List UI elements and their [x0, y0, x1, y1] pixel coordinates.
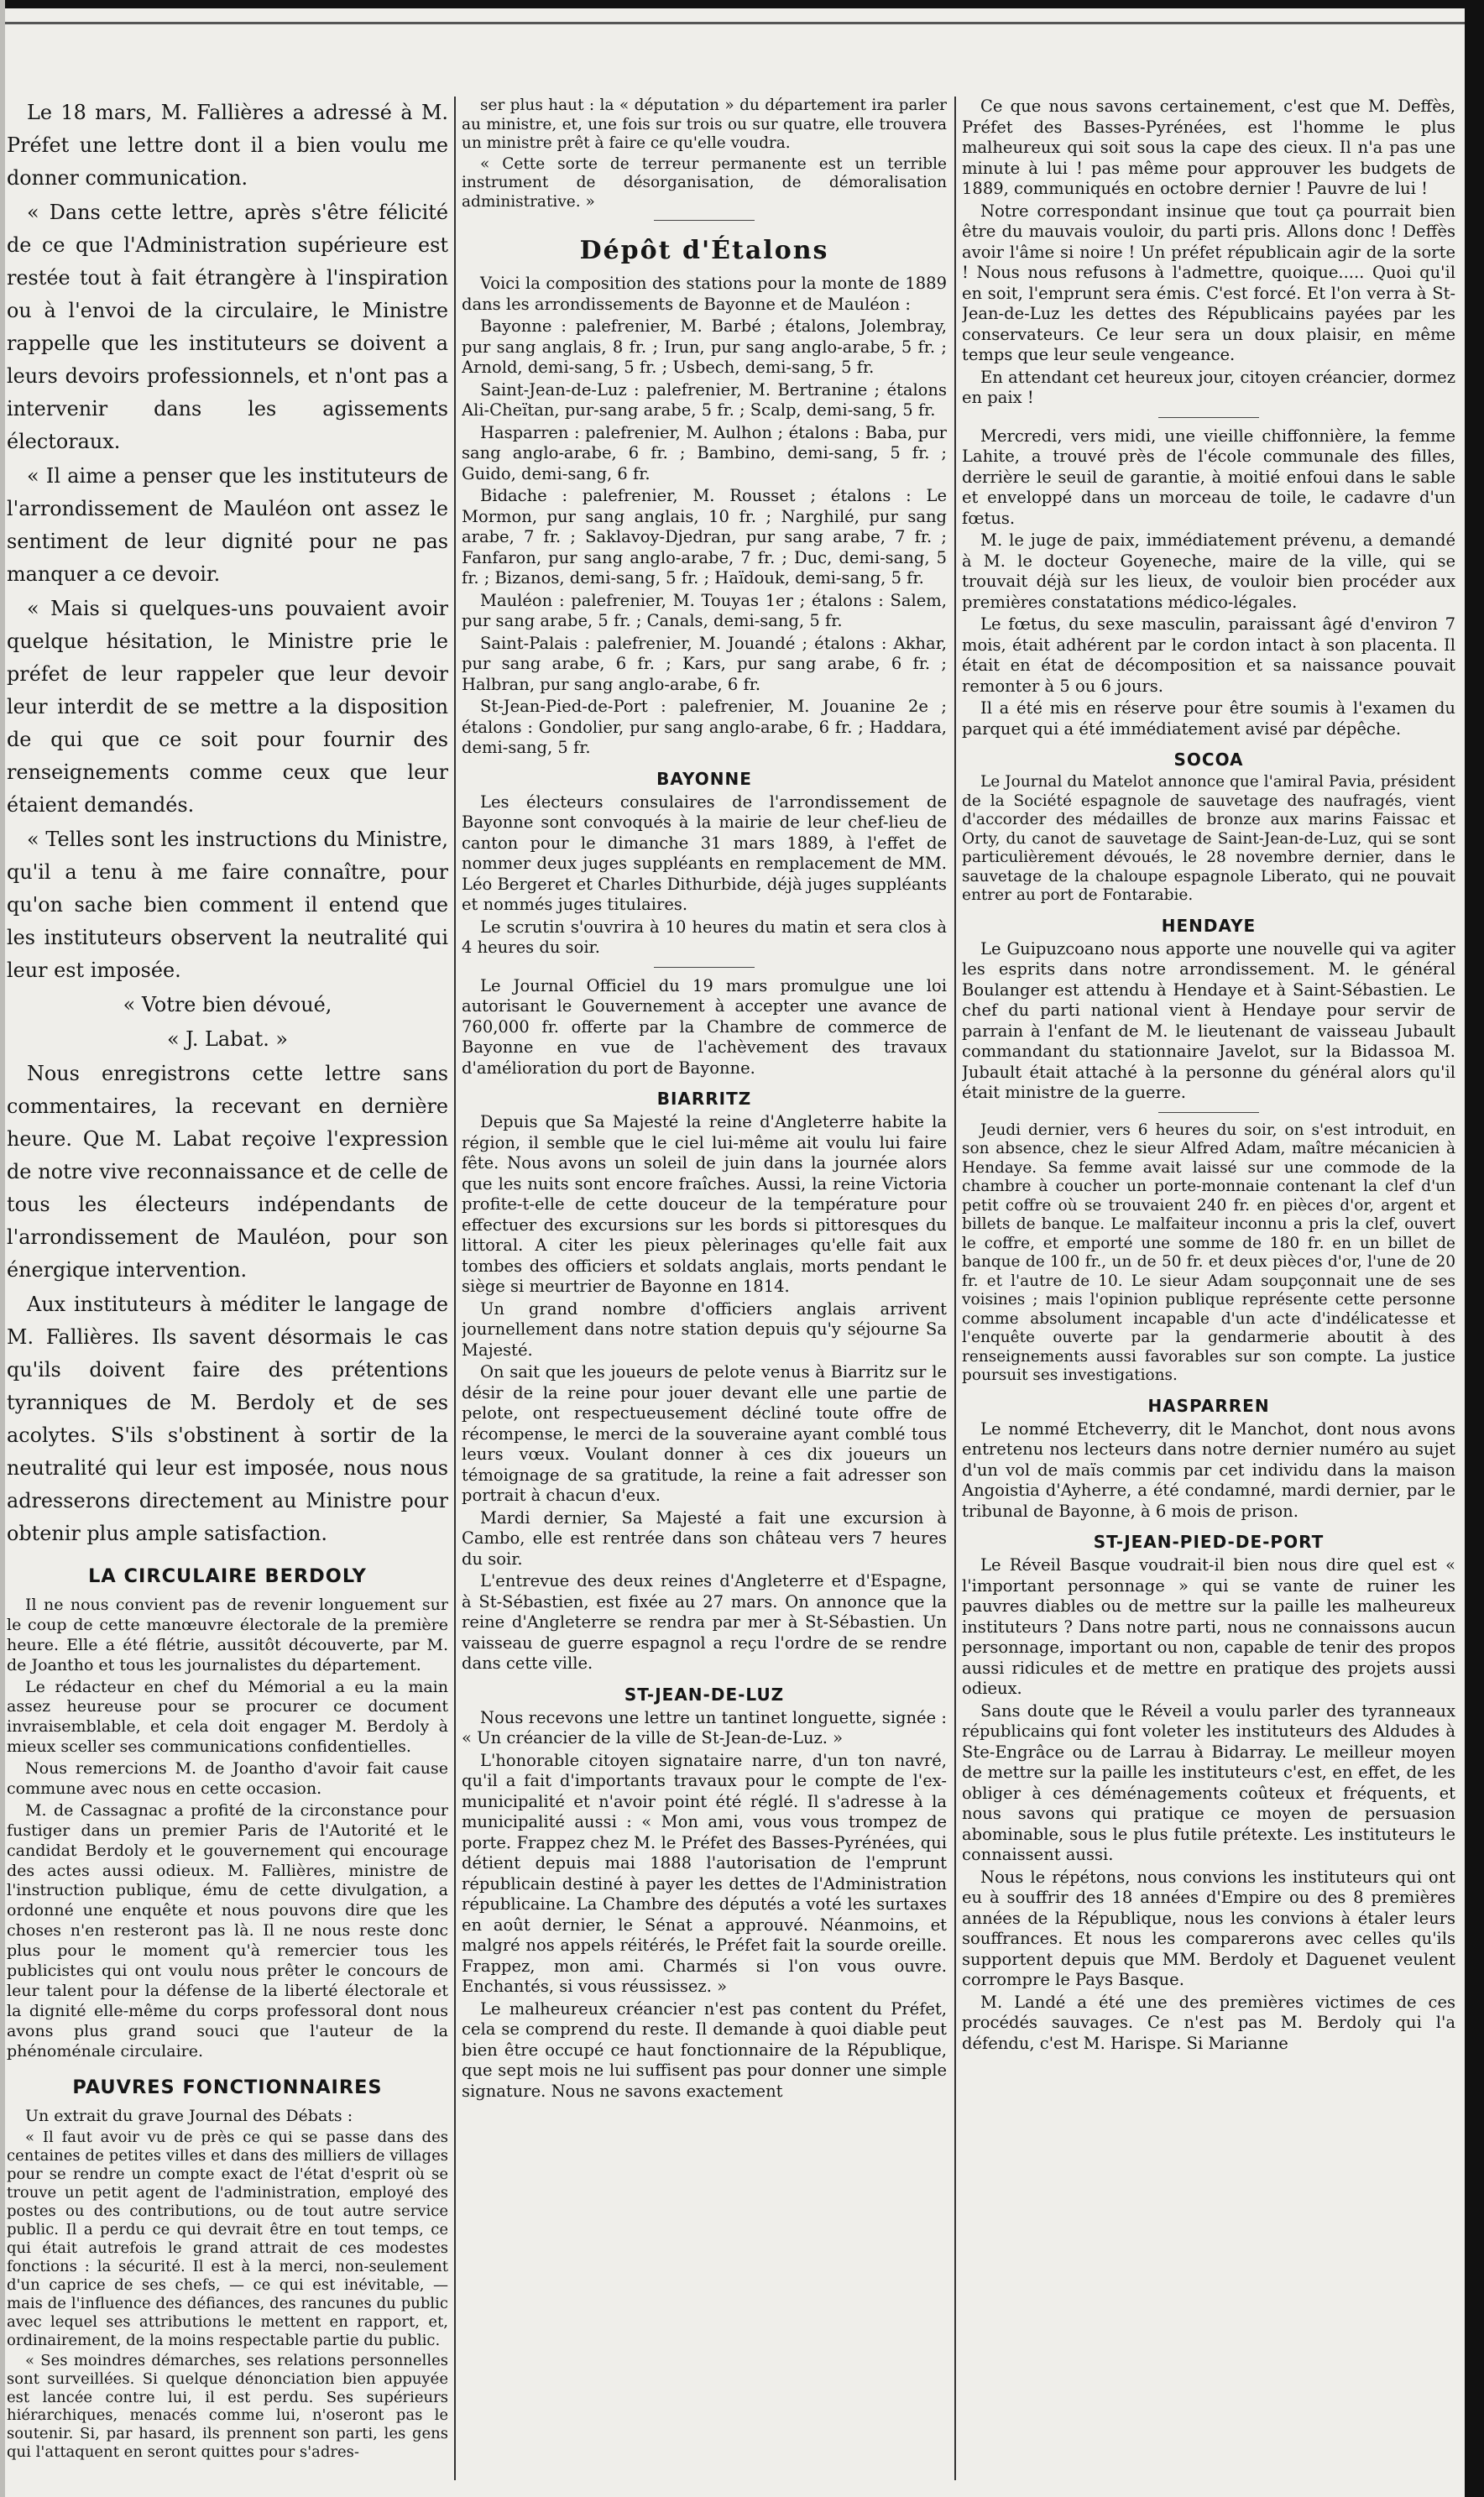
article-paragraph: St-Jean-Pied-de-Port : palefrenier, M. Jouanine 2e ; étalons : Gondolier, pur sang anglo-arabe, 6 fr. ; Haddara, demi-sang, 5 fr.	[462, 697, 947, 757]
column-rule-1	[454, 97, 456, 2480]
article-paragraph: Nous recevons une lettre un tantinet longuette, signée : « Un créancier de la ville de St-Jean-de-Luz. »	[462, 1707, 947, 1747]
scan-top-border	[0, 0, 1484, 8]
article-paragraph: M. le juge de paix, immédiatement prévenu, a demandé à M. le docteur Goyeneche, maire de la ville, qui se trouvait déjà sur les lieux, de vouloir bien procéder aux premières constatations médico-légales.	[962, 530, 1455, 612]
section-heading: BAYONNE	[656, 768, 752, 789]
article-paragraph: Il ne nous convient pas de revenir longuement sur le coup de cette manœuvre électorale de la première heure. Elle a été flétrie, aussitôt découverte, par M. de Joantho et tous les journalistes du département.	[7, 1596, 448, 1674]
article-paragraph: Bidache : palefrenier, M. Rousset ; étalons : Le Mormon, pur sang anglais, 10 fr. ; Narghilé, pur sang arabe, 7 fr. ; Saklavoy-Djedran, pur sang arabe, 7 fr. ; Fanfaron, pur sang anglo-arabe, 7 fr. ; Duc, demi-sang, 5 fr. ; Bizanos, demi-sang, 5 fr. ; Haïdouk, demi-sang, 5 fr.	[462, 486, 947, 588]
section-heading: HASPARREN	[1147, 1395, 1270, 1416]
section-heading: SOCOA	[1173, 750, 1244, 770]
article-paragraph: « Mais si quelques-uns pouvaient avoir quelque hésitation, le Ministre prie le préfet de leur rappeler que leur devoir leur interdit de se mettre a la disposition de qui que ce soit pour fournir des renseignements comme ceux que leur étaient demandés.	[7, 597, 448, 817]
article-paragraph: ser plus haut : la « députation » du département ira parler au ministre, et, une fois sur trois ou sur quatre, elle trouvera un ministre prêt à faire ce qu'elle voudra.	[462, 97, 947, 152]
article-paragraph: Saint-Jean-de-Luz : palefrenier, M. Bertranine ; étalons Ali-Cheïtan, pur-sang arabe, 5 fr. ; Scalp, demi-sang, 5 fr.	[462, 379, 947, 420]
article-paragraph: Le rédacteur en chef du Mémorial a eu la main assez heureuse pour se procurer ce document invraisemblable, et cela doit engager M. Berdoly à mieux sceller ses communications confidentielles.	[7, 1677, 448, 1757]
article-paragraph: « Telles sont les instructions du Ministre, qu'il a tenu à me faire connaître, pour qu'on sache bien comment il entend que les instituteurs observent la neutralité qui leur est imposée.	[7, 828, 448, 982]
article-paragraph: « Il aime a penser que les instituteurs de l'arrondissement de Mauléon ont assez le sentiment de leur dignité pour ne pas manquer a ce devoir.	[7, 464, 448, 586]
section-heading: PAUVRES FONCTIONNAIRES	[72, 2076, 383, 2099]
article-paragraph: Saint-Palais : palefrenier, M. Jouandé ; étalons : Akhar, pur sang arabe, 6 fr. ; Kars, pur sang arabe, 6 fr. ; Halbran, pur sang anglo-arabe, 6 fr.	[462, 633, 947, 694]
section-heading: LA CIRCULAIRE BERDOLY	[88, 1565, 367, 1587]
article-paragraph: Le scrutin s'ouvrira à 10 heures du matin et sera clos à 4 heures du soir.	[462, 917, 947, 957]
article-paragraph: Un grand nombre d'officiers anglais arrivent journellement dans notre station depuis qu'y séjourne Sa Majesté.	[462, 1298, 947, 1360]
column-rule-2	[954, 97, 956, 2480]
scan-left-edge	[0, 0, 5, 2497]
article-paragraph: Voici la composition des stations pour la monte de 1889 dans les arrondissements de Bayonne et de Mauléon :	[462, 274, 947, 314]
section-heading: ST-JEAN-DE-LUZ	[624, 1684, 785, 1705]
section-heading: Dépôt d'Étalons	[579, 236, 829, 265]
article-paragraph: Jeudi dernier, vers 6 heures du soir, on s'est introduit, en son absence, chez le sieur Alfred Adam, maître mécanicien à Hendaye. Sa femme avait laissé sur une commode de la chambre à coucher un porte-monnaie contenant la clef d'un petit coffre où se trouvaient 240 fr. en pièces d'or, argent et billets de banque. Le malfaiteur inconnu a pris la clef, ouvert le coffre, et emporté une somme de 180 fr. en un billet de banque de 100 fr., un de 50 fr. et deux pièces d'or, l'une de 20 fr. et l'autre de 10. Le sieur Adam soupçonnait une de ses voisines ; mais l'opinion publique représente cette personne comme absolument incapable d'un acte d'indélicatesse et l'enquête ouverte par la gendarmerie aboutit à des renseignements aussi favorables sur son compte. La justice poursuit ses investigations.	[962, 1121, 1455, 1384]
signature-line: « Votre bien dévoué,	[123, 993, 332, 1016]
section-heading: ST-JEAN-PIED-DE-PORT	[1093, 1532, 1325, 1552]
separator-rule	[654, 220, 755, 221]
section-heading: HENDAYE	[1161, 915, 1257, 936]
header-rule	[0, 22, 1484, 24]
article-paragraph: « Ses moindres démarches, ses relations personnelles sont surveillées. Si quelque dénonciation bien appuyée est lancée contre lui, il est perdu. Ses supérieurs hiérarchiques, menacés comme lui, n'oseront pas le soutenir. Si, par hasard, ils prennent son parti, les gens qui l'attaquent en seront quittes pour s'adres-	[7, 2351, 448, 2462]
separator-rule	[1158, 1112, 1259, 1113]
section-heading: BIARRITZ	[656, 1089, 752, 1109]
signature-line: « J. Labat. »	[166, 1027, 289, 1051]
article-paragraph: Le malheureux créancier n'est pas content du Préfet, cela se comprend du reste. Il demande à quoi diable peut bien être occupé ce haut fonctionnaire de la République, que sept mois ne lui suffisent pas pour donner une simple signature. Nous ne savons exactement	[462, 1998, 947, 2101]
separator-rule	[654, 967, 755, 968]
article-paragraph: M. Landé a été une des premières victimes de ces procédés sauvages. Ce n'est pas M. Berdoly qui l'a défendu, c'est M. Harispe. Si Marianne	[962, 1992, 1455, 2053]
article-paragraph: Bayonne : palefrenier, M. Barbé ; étalons, Jolembray, pur sang anglais, 8 fr. ; Irun, pur sang anglo-arabe, 5 fr. ; Arnold, demi-sang, 5 fr. ; Usbech, demi-sang, 5 fr.	[462, 316, 947, 377]
article-paragraph: « Cette sorte de terreur permanente est un terrible instrument de désorganisation, de démoralisation administrative. »	[462, 154, 947, 211]
article-paragraph: Nous le répétons, nous convions les instituteurs qui ont eu à souffrir des 18 années d'Empire ou des 8 premières années de la République, nous les convions à étaler leurs souffrances. Et nous les comparerons avec celles qu'ils supportent depuis que MM. Berdoly et Daguenet veulent corrompre le Pays Basque.	[962, 1867, 1455, 1989]
article-paragraph: Le Réveil Basque voudrait-il bien nous dire quel est « l'important personnage » qui se vante de ruiner les pauvres diables ou de mettre sur la paille les malheureux instituteurs ? Dans notre parti, nous ne connaissons aucun personnage, important ou non, capable de tenir des propos aussi ridicules et de mettre en pratique des projets aussi odieux.	[962, 1555, 1455, 1698]
article-paragraph: Le 18 mars, M. Fallières a adressé à M. Préfet une lettre dont il a bien voulu me donner communication.	[7, 101, 448, 190]
article-paragraph: Le Journal du Matelot annonce que l'amiral Pavia, président de la Société espagnole de sauvetage des naufragés, vient d'accorder des médailles de bronze aux marins Faissac et Orty, du canot de sauvetage de Saint-Jean-de-Luz, qui se sont particulièrement dévoués, le 28 novembre dernier, dans le sauvetage de la chaloupe espagnole Liberato, qui ne pouvait entrer au port de Fontarabie.	[962, 773, 1455, 904]
article-paragraph: Mercredi, vers midi, une vieille chiffonnière, la femme Lahite, a trouvé près de l'école communale des filles, derrière le seuil de garantie, à moitié enfoui dans le sable et enveloppé dans un morceau de toile, le cadavre d'un fœtus.	[962, 426, 1455, 528]
article-paragraph: On sait que les joueurs de pelote venus à Biarritz sur le désir de la reine pour jouer devant elle une partie de pelote, ont respectueusement décliné toute offre de récompense, le merci de la souveraine ayant comblé tous leurs vœux. Voulant donner à ces dix joueurs un témoignage de sa gratitude, la reine a fait adresser son portrait à chacun d'eux.	[462, 1362, 947, 1505]
article-paragraph: « Dans cette lettre, après s'être félicité de ce que l'Administration supérieure est restée tout à fait étrangère à l'inspiration ou à l'envoi de la circulaire, le Ministre rappelle que les instituteurs se doivent a leurs devoirs professionnels, et n'ont pas a intervenir dans les agissements électoraux.	[7, 201, 448, 453]
column-1	[7, 97, 448, 2480]
scan-right-border	[1465, 0, 1484, 2497]
article-paragraph: Nous enregistrons cette lettre sans commentaires, la recevant en dernière heure. Que M. Labat reçoive l'expression de notre vive reconnaissance et de celle de tous les électeurs indépendants de l'arrondissement de Mauléon, pour son énergique intervention.	[7, 1062, 448, 1282]
article-paragraph: En attendant cet heureux jour, citoyen créancier, dormez en paix !	[962, 367, 1455, 407]
column-2	[462, 97, 947, 2480]
article-paragraph: Nous remercions M. de Joantho d'avoir fait cause commune avec nous en cette occasion.	[7, 1759, 448, 1799]
article-paragraph: « Il faut avoir vu de près ce qui se passe dans des centaines de petites villes et dans des milliers de villages pour se rendre un compte exact de l'état d'esprit où se trouve un petit agent de l'administration, employé des postes ou des contributions, ou de tout autre service public. Il a perdu ce qui devrait être en tout temps, ce qui était autrefois le grand attrait de ces modestes fonctions : la sécurité. Il est à la merci, non-seulement d'un caprice de ses chefs, — ce qui est inévitable, — mais de l'influence des défiances, des rancunes du public avec lequel ses attributions le mettent en rapport, et, ordinairement, de la moins respectable partie du public.	[7, 2129, 448, 2349]
article-paragraph: Un extrait du grave Journal des Débats :	[25, 2107, 353, 2126]
article-paragraph: Le Guipuzcoano nous apporte une nouvelle qui va agiter les esprits dans notre arrondissement. M. le général Boulanger est attendu à Hendaye et à Saint-Sébastien. Le chef du parti national vient à Hendaye pour servir de parrain à l'enfant de M. le lieutenant de vaisseau Jubault commandant du stationnaire Javelot, sur la Bidassoa M. Jubault était attaché à la personne du général alors qu'il était ministre de la guerre.	[962, 938, 1455, 1102]
article-paragraph: Le nommé Etcheverry, dit le Manchot, dont nous avons entretenu nos lecteurs dans notre dernier numéro au sujet d'un vol de maïs commis par cet individu dans la maison Angoistia d'Ayherre, a été condamné, mardi dernier, par le tribunal de Bayonne, à 6 mois de prison.	[962, 1418, 1455, 1521]
article-paragraph: M. de Cassagnac a profité de la circonstance pour fustiger dans un premier Paris de l'Autorité et le candidat Berdoly et le gouvernement qui encourage des actes aussi odieux. M. Fallières, ministre de l'instruction publique, ému de cette divulgation, a ordonné une enquête et nous pouvons dire que les choses n'en resteront pas là. Il ne nous reste donc plus pour le moment qu'à remercier tous les publicistes qui ont voulu nous prêter le concours de leur talent pour la défense de la liberté électorale et la dignité elle-même du corps professoral dont nous avons plus grand souci que l'auteur de la phénoménale circulaire.	[7, 1800, 448, 2061]
column-3	[962, 97, 1455, 2480]
article-paragraph: Ce que nous savons certainement, c'est que M. Deffès, Préfet des Basses-Pyrénées, est l'homme le plus malheureux qui soit sous la cape des cieux. Il n'a pas une minute à lui ! pas même pour approuver les budgets de 1889, communiqués en octobre dernier ! Pauvre de lui !	[962, 97, 1455, 198]
article-paragraph: L'entrevue des deux reines d'Angleterre et d'Espagne, à St-Sébastien, est fixée au 27 mars. On annonce que la reine d'Angleterre se rendra par mer à St-Sébastien. Un vaisseau de guerre espagnol a reçu l'ordre de se rendre dans cette ville.	[462, 1571, 947, 1673]
article-paragraph: Aux instituteurs à méditer le langage de M. Fallières. Ils savent désormais le cas qu'ils doivent faire des prétentions tyranniques de M. Berdoly et de ses acolytes. S'ils s'obstinent à sortir de la neutralité qui leur est imposée, nous nous adresserons directement au Ministre pour obtenir plus ample satisfaction.	[7, 1293, 448, 1545]
separator-rule	[1158, 417, 1259, 418]
article-paragraph: Sans doute que le Réveil a voulu parler des tyranneaux républicains qui font voleter les instituteurs des Aldudes à Ste-Engrâce ou de Larrau à Bidarray. Le meilleur moyen de mettre sur la paille les instituteurs c'est, en effet, de les obliger à ces déménagements coûteux et fréquents, et nous savons qui pratique ce moyen de persuasion abominable, sous le plus futile prétexte. Les instituteurs le connaissent aussi.	[962, 1700, 1455, 1864]
article-paragraph: Le Journal Officiel du 19 mars promulgue une loi autorisant le Gouvernement à accepter une avance de 760,000 fr. offerte par la Chambre de commerce de Bayonne en vue de l'achèvement des travaux d'amélioration du port de Bayonne.	[462, 975, 947, 1078]
article-paragraph: Mardi dernier, Sa Majesté a fait une excursion à Cambo, elle est rentrée dans son château vers 7 heures du soir.	[462, 1507, 947, 1569]
article-paragraph: Les électeurs consulaires de l'arrondissement de Bayonne sont convoqués à la mairie de leur chef-lieu de canton pour le dimanche 31 mars 1889, à l'effet de nommer deux juges suppléants en remplacement de MM. Léo Bergeret et Charles Dithurbide, déjà juges suppléants et nommés juges titulaires.	[462, 791, 947, 914]
article-paragraph: Notre correspondant insinue que tout ça pourrait bien être du mauvais vouloir, du parti pris. Allons donc ! Deffès avoir l'âme si noire ! Un préfet républicain agir de la sorte ! Nous nous refusons à l'admettre, quoique..... Quoi qu'il en soit, l'emprunt sera émis. C'est forcé. Et l'on verra à St-Jean-de-Luz les dettes des Républicains payées par les conservateurs. Ce leur sera un doux plaisir, en même temps que leur seule vengeance.	[962, 201, 1455, 364]
article-paragraph: Il a été mis en réserve pour être soumis à l'examen du parquet qui a été immédiatement avisé par dépêche.	[962, 698, 1455, 739]
article-paragraph: Depuis que Sa Majesté la reine d'Angleterre habite la région, il semble que le ciel lui-même ait voulu lui faire fête. Nous avons un soleil de juin dans la journée alors que les nuits sont encore fraîches. Aussi, la reine Victoria profite-t-elle de cette douceur de la température pour effectuer des excursions sur les bords si pittoresques du littoral. A citer les pieux pèlerinages qu'elle fait aux tombes des officiers et soldats anglais, morts pendant le siège si meurtrier de Bayonne en 1814.	[462, 1112, 947, 1296]
article-paragraph: Le fœtus, du sexe masculin, paraissant âgé d'environ 7 mois, était adhérent par le cordon intact à son placenta. Il était en état de décomposition et sa naissance pouvait remonter à 5 ou 6 jours.	[962, 614, 1455, 696]
article-paragraph: L'honorable citoyen signataire narre, d'un ton navré, qu'il a fait d'importants travaux pour le compte de l'ex-municipalité et n'avoir point été réglé. Il s'adresse à la municipalité aussi : « Mon ami, vous vous trompez de porte. Frappez chez M. le Préfet des Basses-Pyrénées, qui détient depuis mai 1888 l'autorisation de l'emprunt républicain destiné à payer les dettes de l'Administration républicaine. La Chambre des députés a voté les surtaxes en août dernier, le Sénat a approuvé. Néanmoins, et malgré nos appels réitérés, le Préfet fait la sourde oreille. Frappez, mon ami. Charmés si l'on vous ouvre. Enchantés, si vous réussissez. »	[462, 1750, 947, 1996]
article-paragraph: Mauléon : palefrenier, M. Touyas 1er ; étalons : Salem, pur sang arabe, 5 fr. ; Canals, demi-sang, 5 fr.	[462, 590, 947, 630]
article-paragraph: Hasparren : palefrenier, M. Aulhon ; étalons : Baba, pur sang anglo-arabe, 6 fr. ; Bambino, demi-sang, 5 fr. ; Guido, demi-sang, 6 fr.	[462, 422, 947, 483]
